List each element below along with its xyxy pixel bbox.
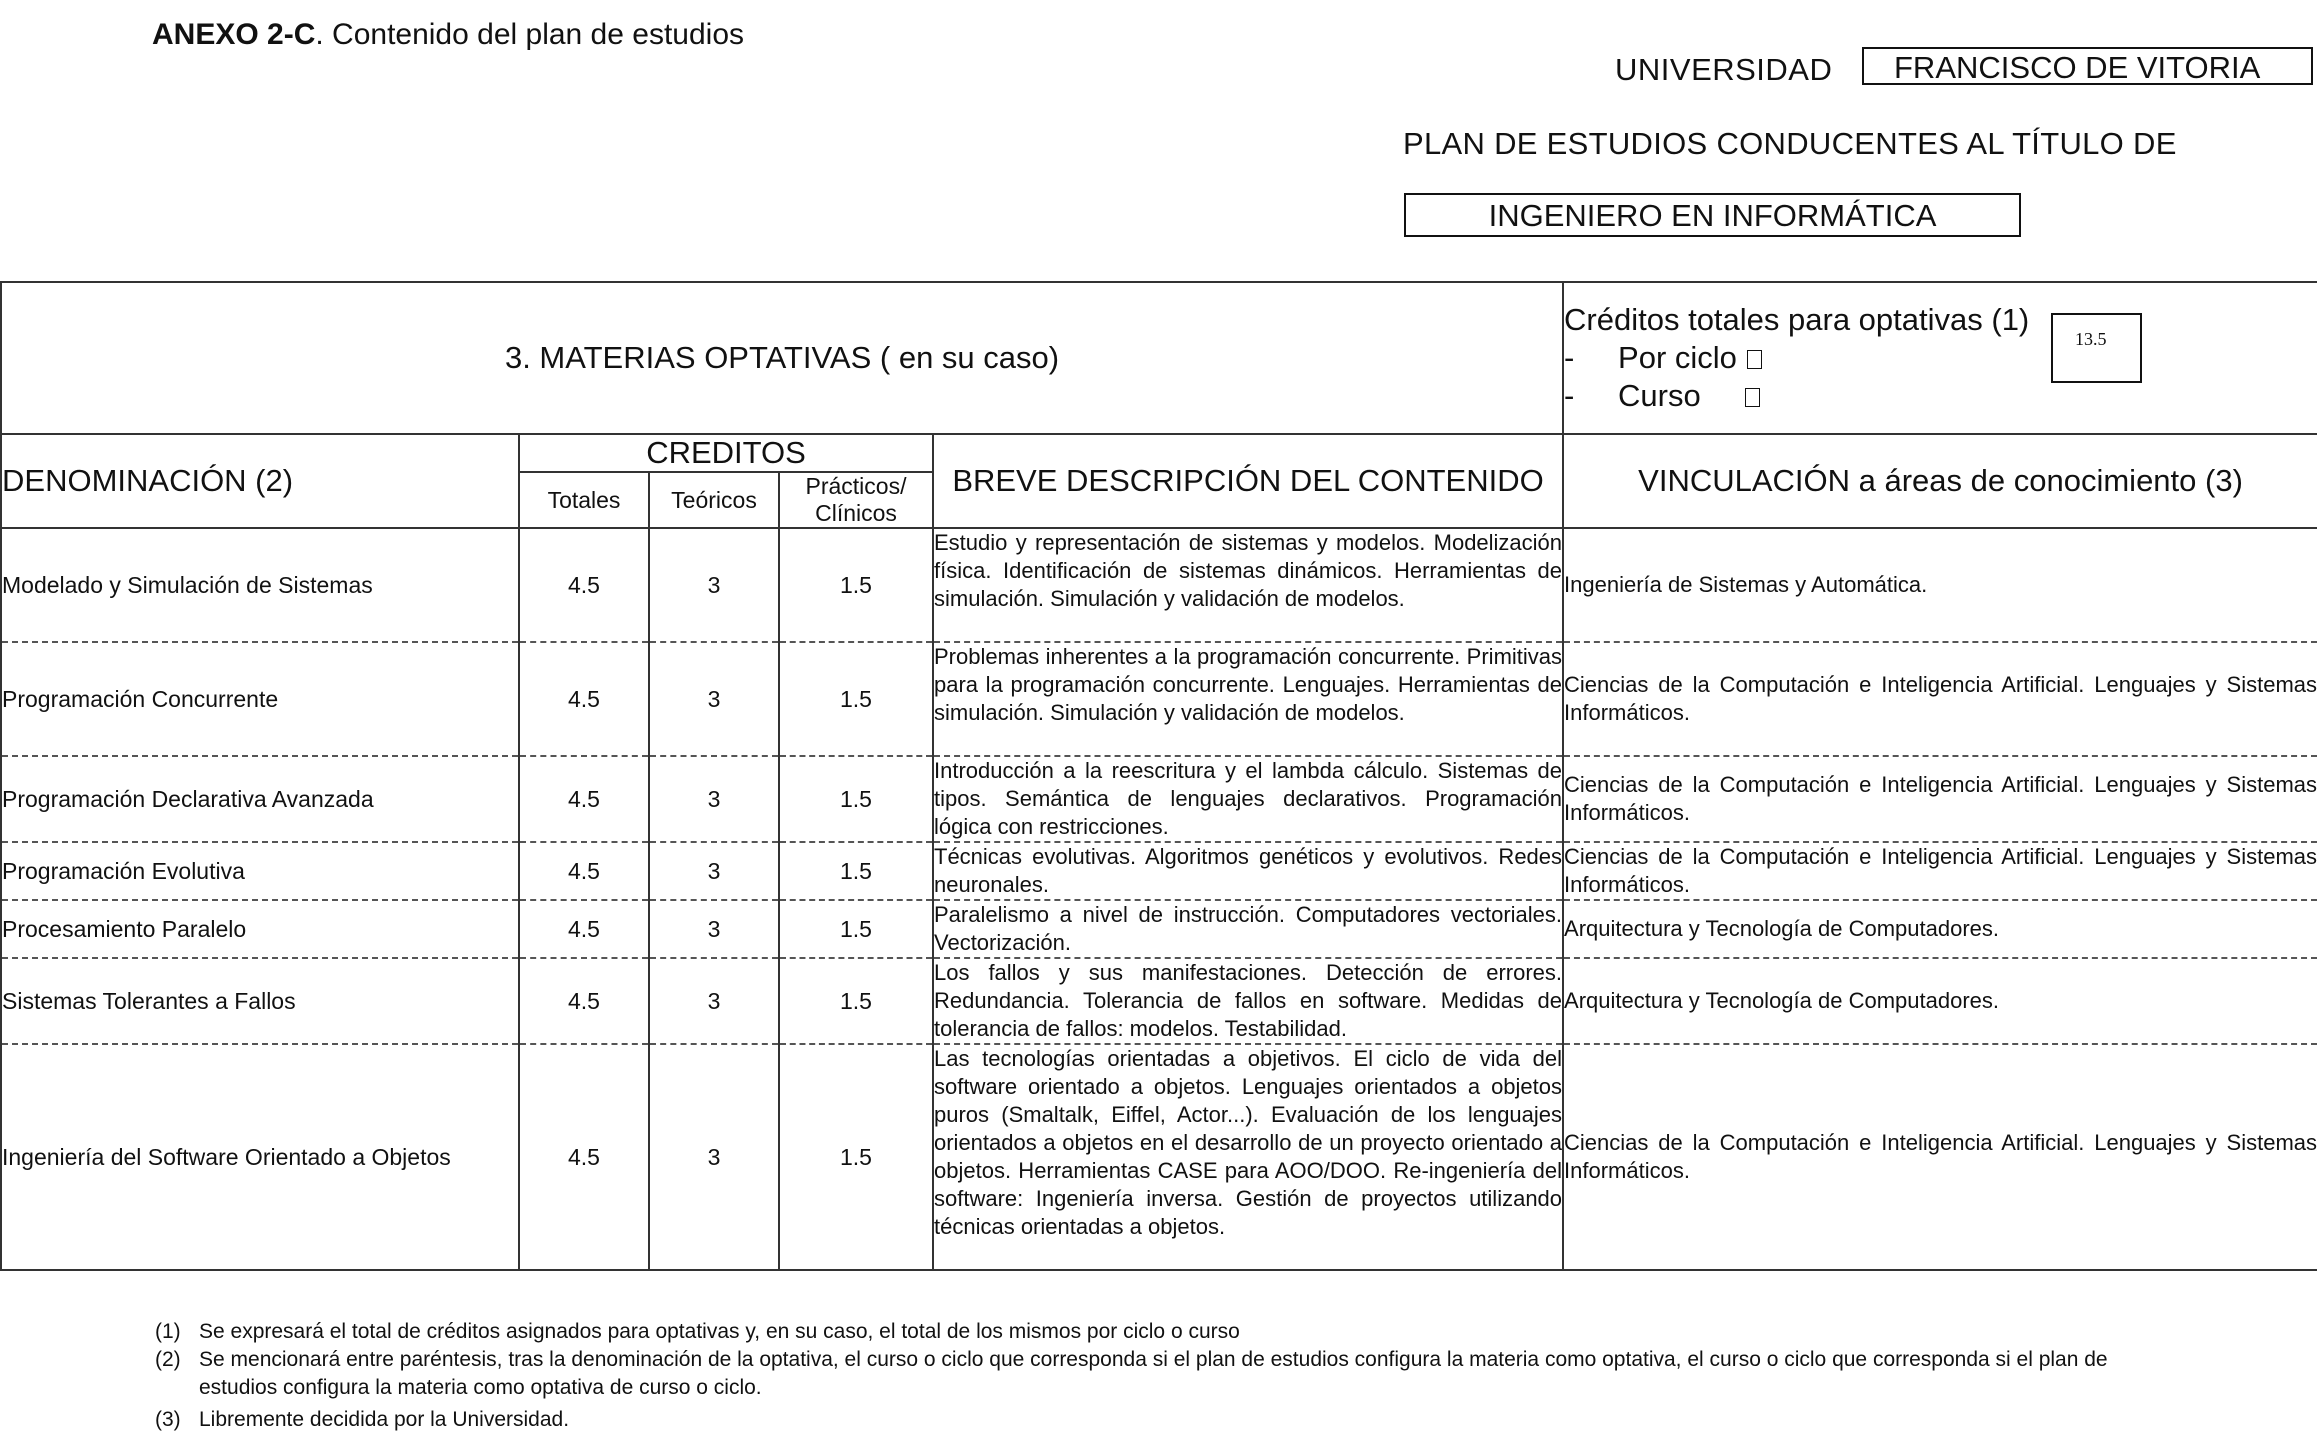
section-title: 3. MATERIAS OPTATIVAS ( en su caso) (1, 282, 1563, 434)
credits-summary (1563, 282, 2317, 434)
course-line (1564, 377, 2317, 415)
subject-area: Arquitectura y Tecnología de Computadores. (1563, 900, 2317, 958)
course-dash: - (1564, 378, 1575, 413)
footnote (155, 1346, 2179, 1402)
optional-subjects-table (0, 281, 2317, 1271)
table-row (1, 1044, 2317, 1270)
subject-area: Ciencias de la Computación e Inteligencia Artificial. Lenguajes y Sistemas Informáticos. (1563, 642, 2317, 756)
credits-teoricos: 3 (649, 642, 779, 756)
credits-teoricos: 3 (649, 528, 779, 642)
subject-area: Ingeniería de Sistemas y Automática. (1563, 528, 2317, 642)
credits-total-value: 13.5 (2051, 313, 2142, 383)
table-row (1, 900, 2317, 958)
col-totales: Totales (519, 472, 649, 528)
subject-area: Ciencias de la Computación e Inteligencia Artificial. Lenguajes y Sistemas Informáticos. (1563, 842, 2317, 900)
table-row (1, 528, 2317, 642)
footnote-number: (3) (155, 1408, 181, 1431)
footnote-text: Se expresará el total de créditos asignados para optativas y, en su caso, el total de los mismos por ciclo o curso (199, 1320, 1240, 1343)
footnote (155, 1318, 2179, 1346)
subject-name: Procesamiento Paralelo (1, 900, 519, 958)
credits-teoricos: 3 (649, 958, 779, 1044)
annex-subtitle: . Contenido del plan de estudios (315, 18, 745, 51)
credits-totales: 4.5 (519, 1044, 649, 1270)
per-cycle-checkbox[interactable] (1747, 350, 1762, 369)
col-vinculacion: VINCULACIÓN a áreas de conocimiento (3) (1563, 434, 2317, 528)
credits-totales: 4.5 (519, 528, 649, 642)
credits-totales: 4.5 (519, 642, 649, 756)
course-checkbox[interactable] (1745, 388, 1760, 407)
footnote-number: (2) (155, 1348, 181, 1371)
credits-practicos: 1.5 (779, 756, 933, 842)
subject-name: Modelado y Simulación de Sistemas (1, 528, 519, 642)
per-cycle-line (1564, 339, 2317, 377)
subject-description: Paralelismo a nivel de instrucción. Computadores vectoriales. Vectorización. (933, 900, 1563, 958)
subject-name: Ingeniería del Software Orientado a Objetos (1, 1044, 519, 1270)
subject-description: Introducción a la reescritura y el lambda cálculo. Sistemas de tipos. Semántica de lenguajes declarativos. Programación lógica con restricciones. (933, 756, 1563, 842)
subject-name: Programación Concurrente (1, 642, 519, 756)
table-row (1, 958, 2317, 1044)
degree-field: INGENIERO EN INFORMÁTICA (1404, 193, 2021, 237)
credits-practicos: 1.5 (779, 842, 933, 900)
annex-label: ANEXO 2-C (152, 18, 316, 51)
credits-practicos: 1.5 (779, 528, 933, 642)
table-row (1, 642, 2317, 756)
table-row (1, 842, 2317, 900)
credits-practicos: 1.5 (779, 1044, 933, 1270)
footnote (155, 1406, 2179, 1434)
col-denominacion: DENOMINACIÓN (2) (1, 434, 519, 528)
section-header-row (1, 282, 2317, 434)
per-cycle-label: Por ciclo (1618, 340, 1737, 375)
table-row (1, 756, 2317, 842)
col-descripcion: BREVE DESCRIPCIÓN DEL CONTENIDO (933, 434, 1563, 528)
credits-total-label: Créditos totales para optativas (1) (1564, 302, 2030, 337)
university-field: FRANCISCO DE VITORIA (1862, 47, 2313, 85)
credits-totales: 4.5 (519, 756, 649, 842)
footnote-text: Se mencionará entre paréntesis, tras la denominación de la optativa, el curso o ciclo que corresponda si el plan de estudios configura la materia como optativa, el curso o ciclo que corresponda si el plan de estudios configura la materia como optativa de curso o ciclo. (199, 1348, 2108, 1399)
subject-area: Ciencias de la Computación e Inteligencia Artificial. Lenguajes y Sistemas Informáticos. (1563, 1044, 2317, 1270)
subject-description: Los fallos y sus manifestaciones. Detección de errores. Redundancia. Tolerancia de fallos en software. Medidas de tolerancia de fallos: modelos. Testabilidad. (933, 958, 1563, 1044)
credits-totales: 4.5 (519, 900, 649, 958)
per-cycle-dash: - (1564, 340, 1575, 375)
annex-title (152, 18, 744, 52)
col-practicos: Prácticos/ Clínicos (779, 472, 933, 528)
credits-practicos: 1.5 (779, 958, 933, 1044)
subject-area: Ciencias de la Computación e Inteligencia Artificial. Lenguajes y Sistemas Informáticos. (1563, 756, 2317, 842)
footnote-number: (1) (155, 1320, 181, 1343)
course-label: Curso (1618, 378, 1701, 413)
subject-name: Programación Evolutiva (1, 842, 519, 900)
subject-name: Programación Declarativa Avanzada (1, 756, 519, 842)
subject-area: Arquitectura y Tecnología de Computadores. (1563, 958, 2317, 1044)
col-teoricos: Teóricos (649, 472, 779, 528)
column-header-row-1 (1, 434, 2317, 472)
plan-label: PLAN DE ESTUDIOS CONDUCENTES AL TÍTULO DE (1403, 126, 2177, 161)
subject-description: Problemas inherentes a la programación concurrente. Primitivas para la programación concurrente. Lenguajes. Herramientas de simulación. Simulación y validación de modelos. (933, 642, 1563, 756)
subject-description: Técnicas evolutivas. Algoritmos genéticos y evolutivos. Redes neuronales. (933, 842, 1563, 900)
credits-totales: 4.5 (519, 958, 649, 1044)
credits-teoricos: 3 (649, 756, 779, 842)
credits-totales: 4.5 (519, 842, 649, 900)
university-label: UNIVERSIDAD (1615, 52, 1833, 87)
subject-description: Estudio y representación de sistemas y modelos. Modelización física. Identificación de sistemas dinámicos. Herramientas de simulación. Simulación y validación de modelos. (933, 528, 1563, 642)
credits-teoricos: 3 (649, 900, 779, 958)
subject-name: Sistemas Tolerantes a Fallos (1, 958, 519, 1044)
subject-description: Las tecnologías orientadas a objetivos. El ciclo de vida del software orientado a objetos. Lenguajes orientados a objetos puros (Smaltalk, Eiffel, Actor...). Evaluación de los lenguajes orientados a objetos en el desarrollo de un proyecto orientado a objetos. Herramientas CASE para AOO/DOO. Re-ingeniería del software: Ingeniería inversa. Gestión de proyectos utilizando técnicas orientadas a objetos. (933, 1044, 1563, 1270)
footnote-text: Libremente decidida por la Universidad. (199, 1408, 570, 1431)
footnotes (155, 1318, 2179, 1434)
credits-practicos: 1.5 (779, 642, 933, 756)
col-creditos: CREDITOS (519, 434, 933, 472)
credits-teoricos: 3 (649, 1044, 779, 1270)
credits-practicos: 1.5 (779, 900, 933, 958)
credits-teoricos: 3 (649, 842, 779, 900)
